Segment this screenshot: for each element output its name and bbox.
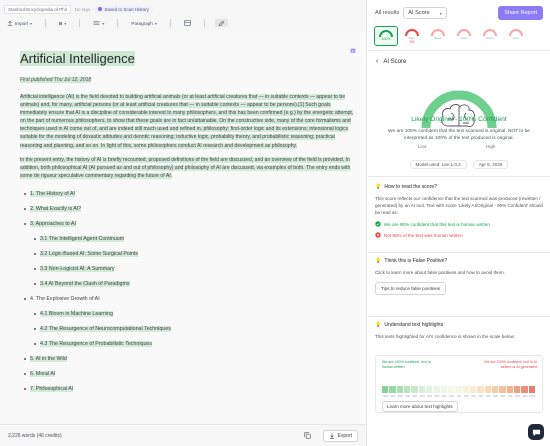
- outline-item-label: 4.3 The Resurgence of Probabilistic Techniques: [40, 340, 152, 347]
- upload-icon: [7, 20, 13, 26]
- bullet-icon: [24, 223, 26, 225]
- gauge-high-label: High: [486, 144, 496, 149]
- document-title-field[interactable]: Stanford Encyclopedia of Phil: [4, 5, 71, 14]
- highlight-toggle-button[interactable]: [215, 19, 228, 27]
- outline-item-label: 1. The History of AI: [30, 190, 75, 197]
- model-info-row: [368, 160, 550, 169]
- scale-tick-label: 70%: [405, 395, 411, 398]
- bullet-icon: [34, 238, 36, 240]
- export-label: Export: [337, 432, 352, 439]
- outline-item[interactable]: [20, 370, 356, 385]
- scale-segment: [507, 386, 514, 393]
- confidence-scale-bar: [382, 386, 536, 393]
- outline-item[interactable]: [20, 310, 356, 325]
- outline-item-label: 3. Approaches to AI: [30, 220, 76, 227]
- chevron-down-icon: ▾: [64, 20, 67, 26]
- list-icon: [93, 20, 100, 26]
- scale-tick-label: 10%: [449, 395, 455, 398]
- chat-button[interactable]: [528, 424, 544, 440]
- scale-segment: [499, 386, 506, 393]
- lightbulb-icon: 💡: [375, 184, 382, 190]
- scale-segment: [441, 386, 448, 393]
- scan-date-chip: Apr 6, 2026: [473, 160, 509, 169]
- paragraph: [20, 156, 356, 180]
- scale-tick-label: 80%: [397, 395, 403, 398]
- model-used-chip: Model used: Lite 1.0.2: [410, 160, 467, 169]
- scale-segment: [397, 386, 404, 393]
- chevron-down-icon: ▾: [154, 20, 157, 26]
- status-bar: [0, 424, 366, 446]
- scale-tick-label: 30%: [478, 395, 484, 398]
- bullet-icon: [34, 283, 36, 285]
- mini-gauge-icon: [378, 29, 394, 37]
- highlights-body: This texts highlighted for AI's confidence is shown in the scale below.: [375, 334, 515, 339]
- scale-tick-label: 40%: [427, 395, 433, 398]
- correct-interpretation: [375, 221, 543, 227]
- tags-label[interactable]: No tags: [74, 6, 91, 12]
- outline-item-label: 5. AI in the Wild: [30, 355, 67, 362]
- divider: [368, 252, 550, 253]
- bullet-icon: [34, 253, 36, 255]
- list-button[interactable]: [90, 19, 107, 27]
- how-to-read-title: How to read the score?: [384, 184, 438, 190]
- outline-item-label: 3.1 The Intelligent Agent Continuum: [40, 235, 125, 242]
- chevron-down-icon: ▾: [30, 20, 33, 26]
- confidence-gauge: [418, 82, 500, 134]
- outline-item-label: 3.3 Non-Logicist AI: A Summary: [40, 265, 115, 272]
- scale-tick-label: 90%: [390, 395, 396, 398]
- bullet-icon: [24, 208, 26, 210]
- scale-tick-label: 50%: [493, 395, 498, 398]
- x-circle-icon: [375, 232, 381, 238]
- table-icon: [184, 20, 191, 26]
- highlights-title-row: [375, 322, 543, 328]
- scale-tick-label: 60%: [412, 395, 418, 398]
- verdict-text: Likely Original - 100% Confident: [411, 116, 507, 123]
- outline-item[interactable]: [20, 190, 356, 205]
- scale-segment: [426, 386, 433, 393]
- scale-segment: [485, 386, 492, 393]
- bullet-icon: [34, 268, 36, 270]
- top-bar: [0, 0, 366, 15]
- export-button[interactable]: [323, 430, 358, 442]
- bullet-icon: [34, 313, 36, 315]
- score-type-value: AI Score: [408, 10, 430, 16]
- outline-item[interactable]: [20, 340, 356, 355]
- saved-dot-icon: [98, 7, 102, 11]
- toolbar-divider: [204, 19, 205, 27]
- outline-item[interactable]: [20, 355, 356, 370]
- table-of-contents: [20, 190, 356, 400]
- divider: [368, 176, 550, 177]
- scale-tick-label: 70%: [507, 395, 513, 398]
- outline-item[interactable]: [20, 250, 356, 265]
- false-positive-section: [375, 258, 543, 295]
- false-positive-title-row: [375, 258, 543, 264]
- outline-item[interactable]: [20, 205, 356, 220]
- mini-gauge-icon: [508, 28, 524, 36]
- chat-bubble-icon: [532, 428, 541, 437]
- back-arrow-icon[interactable]: ‹: [376, 58, 379, 65]
- chevron-down-icon: ▾: [102, 20, 105, 26]
- scale-tick-label: 0%: [457, 395, 461, 398]
- table-button[interactable]: [181, 19, 194, 27]
- correct-interpretation-text: We are 90% confident that this text is human written: [384, 221, 490, 227]
- human-legend-label: We are 100% confident, text is human written: [382, 360, 431, 369]
- bullet-icon: [24, 193, 26, 195]
- document-heading: Artificial Intelligence: [20, 51, 135, 66]
- scale-tick-label: 30%: [434, 395, 440, 398]
- paragraph-style-label: Paragraph: [131, 20, 153, 26]
- outline-item[interactable]: [20, 295, 356, 310]
- outline-item-label: 3.4 AI Beyond the Clash of Paradigms: [40, 280, 130, 287]
- results-filter-label[interactable]: All results: [375, 10, 400, 16]
- toolbar-divider: [45, 19, 46, 27]
- score-tab-value: 100%: [381, 37, 391, 41]
- scale-tick-label: 20%: [471, 395, 476, 398]
- learn-highlights-label: Learn more about text highlights: [387, 404, 453, 409]
- scale-segment: [389, 386, 396, 393]
- mini-gauge-icon: [482, 28, 498, 36]
- chevron-down-icon: ▾: [439, 10, 442, 16]
- outline-item-label: 3.2 Logic-Based AI: Some Surgical Points: [40, 250, 139, 257]
- scale-segment: [477, 386, 484, 393]
- download-icon: [329, 433, 335, 439]
- lightbulb-icon: 💡: [375, 258, 382, 264]
- scale-segment: [470, 386, 477, 393]
- score-tab-value: 9%: [409, 40, 415, 44]
- confidence-scale-labels: [382, 395, 536, 398]
- results-panel: [368, 0, 550, 446]
- outline-item[interactable]: [20, 385, 356, 400]
- scale-segment: [411, 386, 418, 393]
- score-tab[interactable]: [452, 26, 476, 46]
- learn-highlights-button[interactable]: [382, 401, 458, 412]
- formatting-toolbar: [4, 15, 362, 31]
- wrong-interpretation-text: Not 90% of the text was human written: [384, 232, 463, 238]
- score-tab-label: Fact: [461, 36, 467, 40]
- false-positive-tips-button[interactable]: Tips to reduce false positives: [375, 282, 446, 295]
- how-to-read-body: This score reflects our confidence that the text scanned was produced (rewritten / generated) by an AI tool. Text with score 'Likely AI/Original - 90% Confident' should be read as:: [375, 196, 543, 215]
- false-positive-title: Think this is False Positive?: [384, 258, 448, 264]
- scale-segment: [521, 386, 528, 393]
- score-type-select[interactable]: [403, 7, 446, 19]
- scale-segment: [529, 386, 536, 393]
- outline-item[interactable]: [20, 280, 356, 295]
- highlights-section: [375, 322, 543, 340]
- toolbar-divider: [170, 19, 171, 27]
- scale-tick-label: 90%: [522, 395, 528, 398]
- bullet-icon: [24, 373, 26, 375]
- scale-segment: [514, 386, 521, 393]
- wrong-interpretation: [375, 232, 543, 238]
- scale-tick-label: 10%: [463, 395, 469, 398]
- divider: [368, 316, 550, 317]
- scale-segment: [492, 386, 499, 393]
- how-to-read-section: [375, 184, 543, 238]
- scale-segment: [419, 386, 426, 393]
- paragraph-text: Artificial intelligence (AI) is the field devoted to building artificial animals (or at least artificial creatures that — in suitable contexts — appear to be animals) and, for many, artificial persons (or at least artificial creatures that — in suitable contexts — appear to be persons).[1] Such goals immediately ensure that AI is a discipline of considerable interest to many philosophers, and this has been confirmed (e.g.) by the energetic attempt, on the part of numerous philosophers, to show that these goals are in fact un/attainable. On the constructive side, many of the core formalisms and techniques used in AI come out of, and are indeed still much used and refined in, philosophy: first-order logic and its extensions; intensional logics suitable for the modeling of doxastic attitudes and deontic reasoning; inductive logic, probability theory, and probabilistic reasoning; practical reasoning and planning, and so on. In light of this, some philosophers conduct AI research and development as philosophy.: [20, 94, 354, 149]
- word-count: 2,226 words (46 credits): [8, 432, 62, 439]
- scale-tick-label: 40%: [485, 395, 491, 398]
- score-tab[interactable]: [504, 26, 528, 46]
- scale-tick-label: 100%: [382, 395, 389, 398]
- saved-status-label: Saved to Scan History: [104, 6, 149, 12]
- copy-icon[interactable]: [304, 432, 311, 439]
- document-subtitle: First published Thu Jul 12, 2018: [20, 77, 92, 83]
- scale-segment: [448, 386, 455, 393]
- score-tab[interactable]: [374, 26, 398, 46]
- highlight-icon: [218, 20, 225, 26]
- panel-header: [368, 0, 550, 26]
- score-tab-label: Read.: [433, 36, 442, 40]
- document-body[interactable]: [0, 32, 366, 424]
- comment-icon[interactable]: [350, 48, 356, 54]
- outline-item-label: 4.2 The Resurgence of Neurocomputational Techniques: [40, 325, 171, 332]
- scale-segment: [463, 386, 470, 393]
- how-to-read-title-row: [375, 184, 543, 190]
- outline-item[interactable]: [20, 220, 356, 235]
- outline-item[interactable]: [20, 265, 356, 280]
- ai-score-section: [368, 52, 550, 175]
- scale-segment: [433, 386, 440, 393]
- score-tab-label: Cont.: [512, 36, 520, 40]
- score-tab-label: Gram.: [485, 36, 495, 40]
- import-label: Import: [15, 20, 29, 26]
- outline-item-label: 2. What Exactly is AI?: [30, 205, 82, 212]
- check-circle-icon: [375, 221, 381, 227]
- scale-tick-label: 80%: [515, 395, 520, 398]
- paragraph-style-select[interactable]: [128, 20, 159, 27]
- bullet-icon: [24, 388, 26, 390]
- ai-legend-label: We are 100% confident, text is AI written or AI generated: [484, 360, 537, 369]
- saved-status-badge[interactable]: [94, 6, 153, 13]
- ai-score-header: [368, 52, 550, 71]
- bullet-icon: [34, 343, 36, 345]
- false-positive-body: Click to learn more about false positives and how to avoid them.: [375, 270, 505, 275]
- score-tab[interactable]: [478, 26, 502, 46]
- import-button[interactable]: [4, 19, 35, 27]
- outline-item[interactable]: [20, 325, 356, 340]
- score-tab-label: Plag.: [408, 36, 416, 40]
- gauge-low-label: Low: [418, 144, 427, 149]
- outline-item[interactable]: [20, 235, 356, 250]
- mini-gauge-icon: [404, 28, 420, 36]
- paragraph-text: In the present entry, the history of AI is briefly recounted, proposed definitions of the field are discussed, and an overview of the field is provided. In addition, both philosophical AI (AI pursued as and out of philosophy) and philosophy of AI are discussed, via examples of both. The entry ends with some de rigueur speculative commentary regarding the future of AI.: [20, 156, 351, 179]
- divider: [368, 50, 550, 51]
- bold-label: B: [59, 20, 63, 26]
- paragraph: [20, 93, 356, 150]
- scale-segment: [455, 386, 462, 393]
- bold-button[interactable]: [56, 20, 69, 27]
- outline-item-label: 4. The Explosive Growth of AI: [30, 295, 100, 302]
- bullet-icon: [34, 328, 36, 330]
- ai-score-title: AI Score: [383, 58, 407, 65]
- score-tab[interactable]: [400, 26, 424, 46]
- scale-segment: [382, 386, 389, 393]
- bullet-icon: [24, 358, 26, 360]
- scale-segment: [404, 386, 411, 393]
- scale-tick-label: 100%: [529, 395, 536, 398]
- scale-tick-label: 20%: [441, 395, 447, 398]
- mini-gauge-icon: [456, 28, 472, 36]
- score-tabs: [368, 26, 550, 50]
- scale-tick-label: 60%: [500, 395, 506, 398]
- outline-item-label: 4.1 Bloom in Machine Learning: [40, 310, 114, 317]
- outline-item-label: 7. Philosophical AI: [30, 385, 74, 392]
- mini-gauge-icon: [430, 28, 446, 36]
- toolbar-divider: [117, 19, 118, 27]
- outline-item-label: 6. Moral AI: [30, 370, 56, 377]
- toolbar-divider: [79, 19, 80, 27]
- score-tab[interactable]: [426, 26, 450, 46]
- highlight-legend: [375, 355, 543, 413]
- highlights-title: Understand text highlights: [384, 322, 444, 328]
- verdict-description: We are 100% confident that the text scanned is original. NOT to be interpreted as 100% of the text produced is original.: [388, 129, 530, 141]
- share-report-button[interactable]: Share Report: [498, 6, 543, 20]
- scale-tick-label: 50%: [419, 395, 425, 398]
- bullet-icon: [24, 298, 26, 300]
- lightbulb-icon: 💡: [375, 322, 382, 328]
